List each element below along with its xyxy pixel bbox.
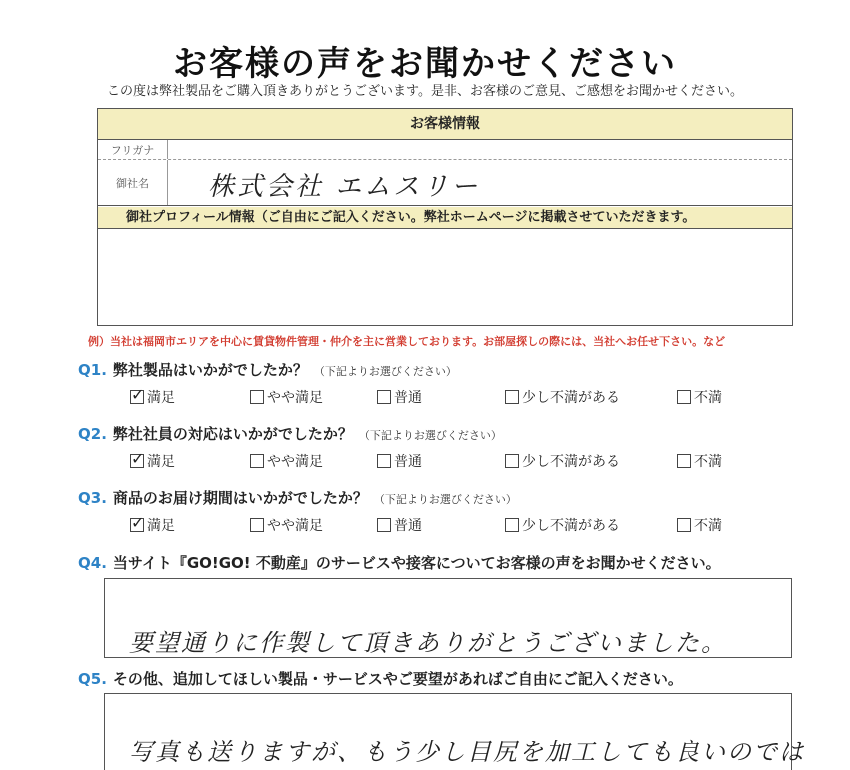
question-2-hint: （下記よりお選びください） — [358, 429, 502, 442]
checkbox-icon[interactable] — [677, 518, 691, 532]
q3-option-satisfied[interactable]: ✓ 満足 — [130, 515, 175, 535]
profile-input-area[interactable] — [98, 230, 792, 325]
profile-example: 例）当社は福岡市エリアを中心に賃貸物件管理・仲介を主に営業しております。お部屋探しの際には、当社へお任せ下さい。など — [88, 335, 726, 348]
q1-option-neutral[interactable]: 普通 — [377, 387, 422, 407]
question-3 — [78, 487, 517, 508]
question-1-text: 弊社製品はいかがでしたか？ — [112, 361, 308, 379]
question-5-answer-box[interactable] — [104, 693, 805, 770]
checkbox-checked-icon[interactable] — [130, 454, 144, 468]
q3-option-somewhat-dissatisfied[interactable]: 少し不満がある — [505, 515, 620, 535]
question-1-options — [130, 387, 790, 409]
checkbox-icon[interactable] — [505, 454, 519, 468]
company-name-value[interactable]: 株式会社 エムスリー — [208, 172, 481, 202]
question-2-text: 弊社社員の対応はいかがでしたか？ — [112, 425, 353, 443]
checkbox-icon[interactable] — [505, 518, 519, 532]
checkbox-icon[interactable] — [677, 390, 691, 404]
checkbox-icon[interactable] — [250, 390, 264, 404]
question-2 — [78, 423, 502, 444]
checkbox-checked-icon[interactable] — [130, 390, 144, 404]
question-2-options — [130, 451, 790, 473]
q2-option-somewhat-satisfied[interactable]: やや満足 — [250, 451, 323, 471]
question-2-number: Q2. — [78, 425, 107, 443]
checkbox-icon[interactable] — [677, 454, 691, 468]
question-4 — [78, 552, 721, 573]
q1-option-dissatisfied[interactable]: 不満 — [677, 387, 722, 407]
q1-option-satisfied[interactable]: ✓ 満足 — [130, 387, 175, 407]
customer-info-header: お客様情報 — [98, 109, 792, 140]
q2-option-neutral[interactable]: 普通 — [377, 451, 422, 471]
question-1-number: Q1. — [78, 361, 107, 379]
q1-option-somewhat-satisfied[interactable]: やや満足 — [250, 387, 323, 407]
company-name-label: 御社名 — [98, 160, 168, 205]
question-5-text: その他、追加してほしい製品・サービスやご要望があればご自由にご記入ください。 — [112, 670, 683, 688]
q3-option-somewhat-satisfied[interactable]: やや満足 — [250, 515, 323, 535]
checkbox-icon[interactable] — [505, 390, 519, 404]
question-1-hint: （下記よりお選びください） — [313, 365, 457, 378]
question-5 — [78, 668, 683, 689]
question-4-number: Q4. — [78, 554, 107, 572]
question-3-text: 商品のお届け期間はいかがでしたか？ — [112, 489, 368, 507]
checkbox-icon[interactable] — [377, 390, 391, 404]
question-4-answer-box[interactable] — [104, 578, 792, 658]
q2-option-satisfied[interactable]: ✓ 満足 — [130, 451, 175, 471]
furigana-row — [98, 140, 792, 160]
profile-header: 御社プロフィール情報（ご自由にご記入ください。弊社ホームページに掲載させていただきます。 — [98, 207, 792, 229]
form-title: お客様の声をお聞かせください — [173, 44, 677, 84]
q2-option-dissatisfied[interactable]: 不満 — [677, 451, 722, 471]
question-1 — [78, 359, 457, 380]
question-4-text: 当サイト『GO!GO! 不動産』のサービスや接客についてお客様の声をお聞かせください。 — [112, 554, 721, 572]
question-3-number: Q3. — [78, 489, 107, 507]
company-name-row — [98, 160, 792, 206]
question-4-answer: 要望通りに作製して頂きありがとうございました。 — [129, 629, 727, 657]
q3-option-neutral[interactable]: 普通 — [377, 515, 422, 535]
checkbox-icon[interactable] — [377, 454, 391, 468]
checkbox-icon[interactable] — [250, 518, 264, 532]
q1-option-somewhat-dissatisfied[interactable]: 少し不満がある — [505, 387, 620, 407]
furigana-label: フリガナ — [98, 140, 168, 159]
checkbox-checked-icon[interactable] — [130, 518, 144, 532]
q3-option-dissatisfied[interactable]: 不満 — [677, 515, 722, 535]
question-3-hint: （下記よりお選びください） — [373, 493, 517, 506]
question-3-options — [130, 515, 790, 537]
question-5-number: Q5. — [78, 670, 107, 688]
checkbox-icon[interactable] — [377, 518, 391, 532]
form-subtitle: この度は弊社製品をご購入頂きありがとうございます。是非、お客様のご意見、ご感想をお聞かせください。 — [107, 84, 743, 99]
customer-info-table — [97, 108, 793, 326]
q2-option-somewhat-dissatisfied[interactable]: 少し不満がある — [505, 451, 620, 471]
checkbox-icon[interactable] — [250, 454, 264, 468]
question-5-answer: 写真も送りますが、もう少し目尻を加工しても良いのでは — [129, 738, 805, 766]
